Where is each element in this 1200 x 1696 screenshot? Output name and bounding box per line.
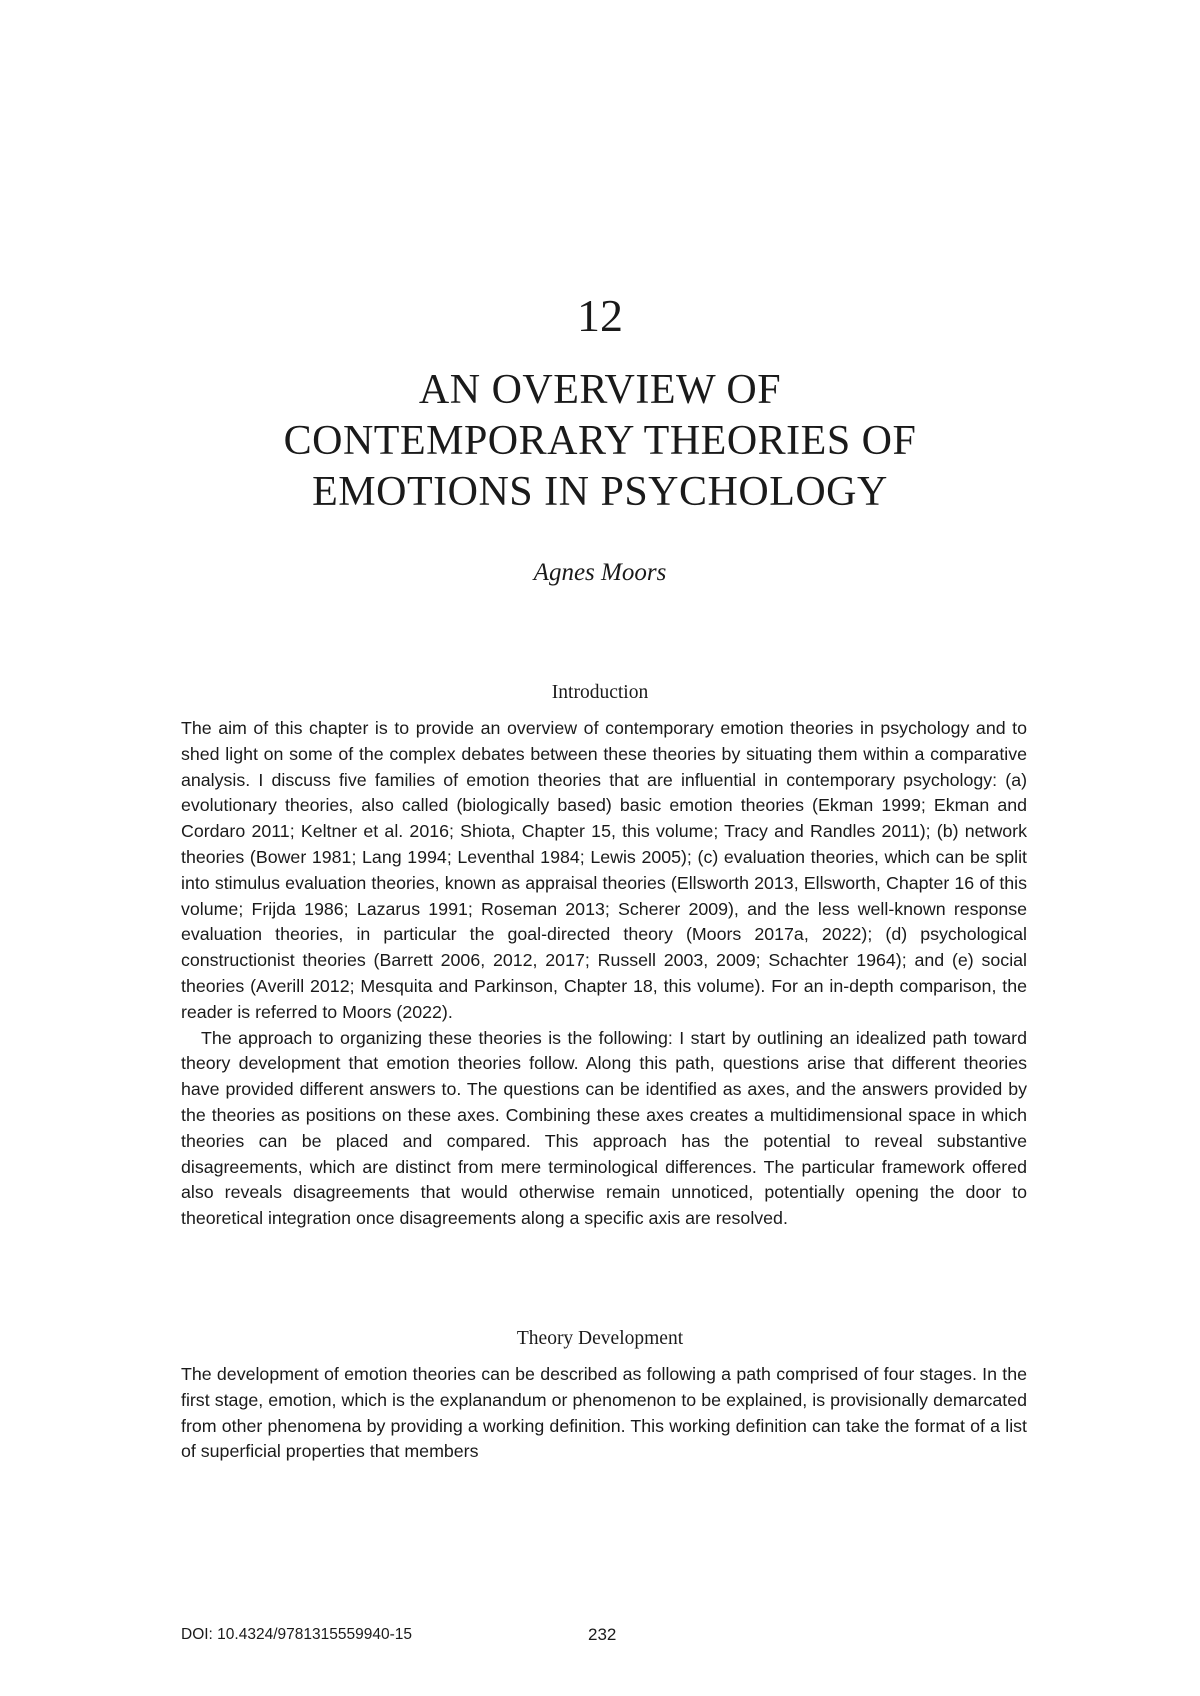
section-heading-introduction: Introduction: [551, 682, 649, 703]
paragraph-theory-1: The development of emotion theories can be described as following a path comprised of four stages. In the first stage, emotion, which is the explanandum or phenomenon to be explained, is provisionally demarcated from other phenomena by providing a working definition. This working definition can take the format of a list of superficial properties that members: [181, 1364, 1027, 1462]
theory-development-body: [181, 1362, 1027, 1465]
doi-footer: DOI: 10.4324/9781315559940-15: [181, 1626, 412, 1643]
section-heading-theory-development: Theory Development: [516, 1328, 684, 1349]
paragraph-intro-1: The aim of this chapter is to provide an overview of contemporary emotion theories in psychology and to shed light on some of the complex debates between these theories by situating them within a comparative analysis. I discuss five families of emotion theories that are influential in contemporary psychology: (a) evolutionary theories, also called (biologically based) basic emotion theories (Ekman 1999; Ekman and Cordaro 2011; Keltner et al. 2016; Shiota, Chapter 15, this volume; Tracy and Randles 2011); (b) network theories (Bower 1981; Lang 1994; Leventhal 1984; Lewis 2005); (c) evaluation theories, which can be split into stimulus evaluation theories, known as appraisal theories (Ellsworth 2013, Ellsworth, Chapter 16 of this volume; Frijda 1986; Lazarus 1991; Roseman 2013; Scherer 2009), and the less well-known response evaluation theories, in particular the goal-directed theory (Moors 2017a, 2022); (d) psychological constructionist theories (Barrett 2006, 2012, 2017; Russell 2003, 2009; Schachter 1964); and (e) social theories (Averill 2012; Mesquita and Parkinson, Chapter 18, this volume). For an in-depth comparison, the reader is referred to Moors (2022).: [181, 718, 1027, 1022]
chapter-title-line-1: AN OVERVIEW OF: [418, 367, 782, 413]
page-number: 232: [588, 1625, 617, 1644]
chapter-title: [0, 365, 1200, 518]
introduction-body: [181, 716, 1027, 1232]
chapter-author: Agnes Moors: [533, 559, 667, 586]
chapter-title-line-2: CONTEMPORARY THEORIES OF: [283, 418, 917, 464]
paragraph-intro-2: The approach to organizing these theories is the following: I start by outlining an idealized path toward theory development that emotion theories follow. Along this path, questions arise that different theories have provided different answers to. The questions can be identified as axes, and the answers provided by the theories as positions on these axes. Combining these axes creates a multidimensional space in which theories can be placed and compared. This approach has the potential to reveal substantive disagreements, which are distinct from mere terminological differences. The particular framework offered also reveals disagreements that would otherwise remain unnoticed, potentially opening the door to theoretical integration once disagreements along a specific axis are resolved.: [181, 1027, 1027, 1229]
chapter-number: 12: [577, 290, 623, 341]
chapter-title-line-3: EMOTIONS IN PSYCHOLOGY: [312, 469, 888, 515]
